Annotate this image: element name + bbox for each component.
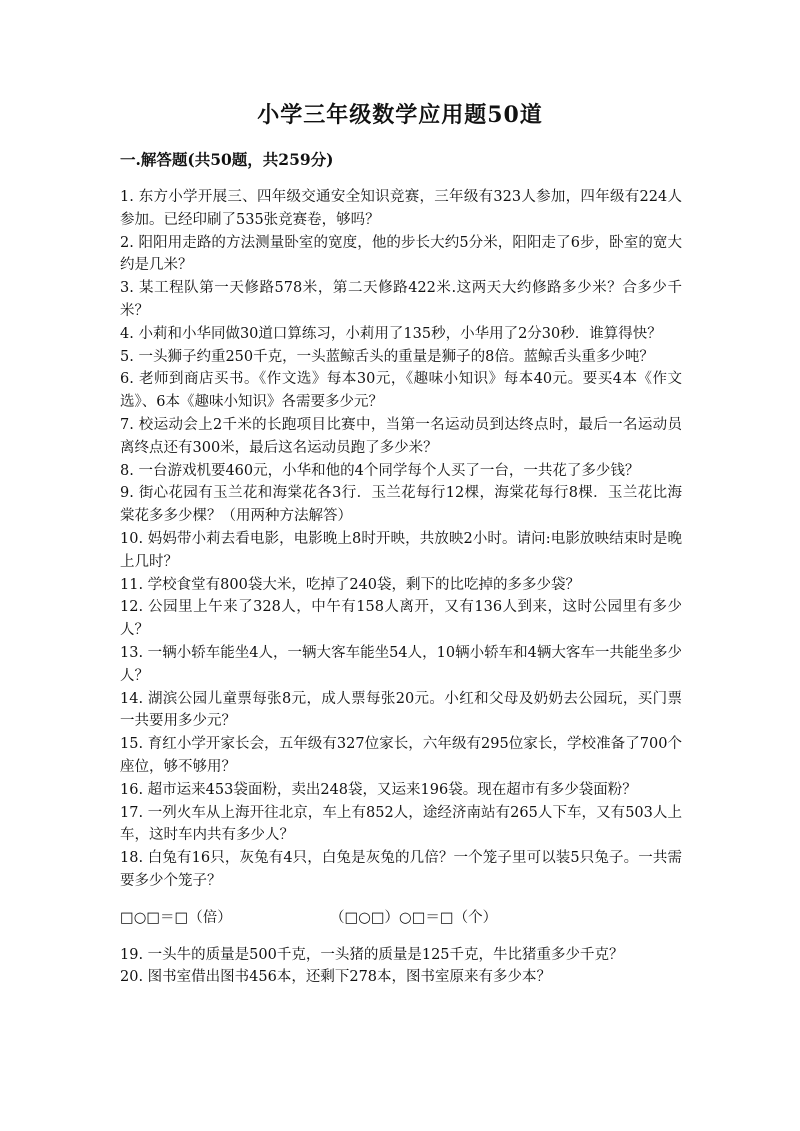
question-item: 5. 一头狮子约重250千克，一头蓝鲸舌头的重量是狮子的8倍。蓝鲸舌头重多少吨？ (120, 348, 654, 365)
question-item: 13. 一辆小轿车能坐4人，一辆大客车能坐54人，10辆小轿车和4辆大客车一共能坐多少人？ (120, 644, 682, 684)
question-item: 4. 小莉和小华同做30道口算练习，小莉用了135秒，小华用了2分30秒．谁算得快？ (120, 325, 662, 342)
question-item: 6. 老师到商店买书。《作文选》每本30元，《趣味小知识》每本40元。要买4本《作文选》、6本《趣味小知识》各需要多少元？ (120, 371, 682, 411)
section-heading: 一.解答题(共50题，共259分) (120, 150, 334, 169)
question-item: 7. 校运动会上2千米的长跑项目比赛中，当第一名运动员到达终点时，最后一名运动员离终点还有300米，最后这名运动员跑了多少米？ (120, 416, 682, 456)
formula-multiple: □○□＝□（倍） (120, 909, 232, 926)
page-title: 小学三年级数学应用题50道 (257, 102, 543, 128)
question-item: 2. 阳阳用走路的方法测量卧室的宽度，他的步长大约5分米，阳阳走了6步，卧室的宽大约是几米？ (120, 234, 682, 274)
question-item: 15. 育红小学开家长会，五年级有327位家长，六年级有295位家长，学校准备了700个座位，够不够用？ (120, 736, 682, 775)
question-item: 14. 湖滨公园儿童票每张8元，成人票每张20元。小红和父母及奶奶去公园玩，买门票一共要用多少元？ (120, 690, 682, 730)
question-item: 8. 一台游戏机要460元，小华和他的4个同学每个人买了一台，一共花了多少钱？ (120, 462, 640, 479)
question-item: 11. 学校食堂有800袋大米，吃掉了240袋，剩下的比吃掉的多多少袋？ (120, 576, 581, 593)
question-item: 18. 白兔有16只，灰兔有4只，白兔是灰兔的几倍？一个笼子里可以装5只兔子。一共需要多少个笼子？ (120, 850, 682, 889)
question-item: 19. 一头牛的质量是500千克，一头猪的质量是125千克，牛比猪重多少千克？ (120, 946, 624, 963)
question-item: 3. 某工程队第一天修路578米，第二天修路422米.这两天大约修路多少米？合多少千米？ (120, 280, 682, 319)
question-item: 17. 一列火车从上海开往北京，车上有852人，途经济南站有265人下车，又有503人上车，这时车内共有多少人？ (120, 804, 682, 844)
question-item: 12. 公园里上午来了328人，中午有158人离开，又有136人到来，这时公园里有多少人？ (120, 599, 682, 639)
formula-cages: （□○□）○□＝□（个） (330, 909, 498, 926)
question-item: 1. 东方小学开展三、四年级交通安全知识竞赛，三年级有323人参加，四年级有224人参加。已经印刷了535张竞赛卷，够吗？ (120, 189, 682, 228)
answer-formula-row (120, 907, 682, 930)
question-item: 10. 妈妈带小莉去看电影，电影晚上8时开映，共放映2小时。请问:电影放映结束时是晚上几时？ (120, 530, 682, 570)
question-item: 16. 超市运来453袋面粉，卖出248袋，又运来196袋。现在超市有多少袋面粉？ (120, 781, 637, 798)
question-item: 20. 图书室借出图书456本，还剩下278本，图书室原来有多少本？ (120, 969, 552, 986)
question-list (120, 186, 682, 989)
question-item: 9. 街心花园有玉兰花和海棠花各3行．玉兰花每行12棵，海棠花每行8棵．玉兰花比海棠花多多少棵？（用两种方法解答） (120, 485, 682, 525)
